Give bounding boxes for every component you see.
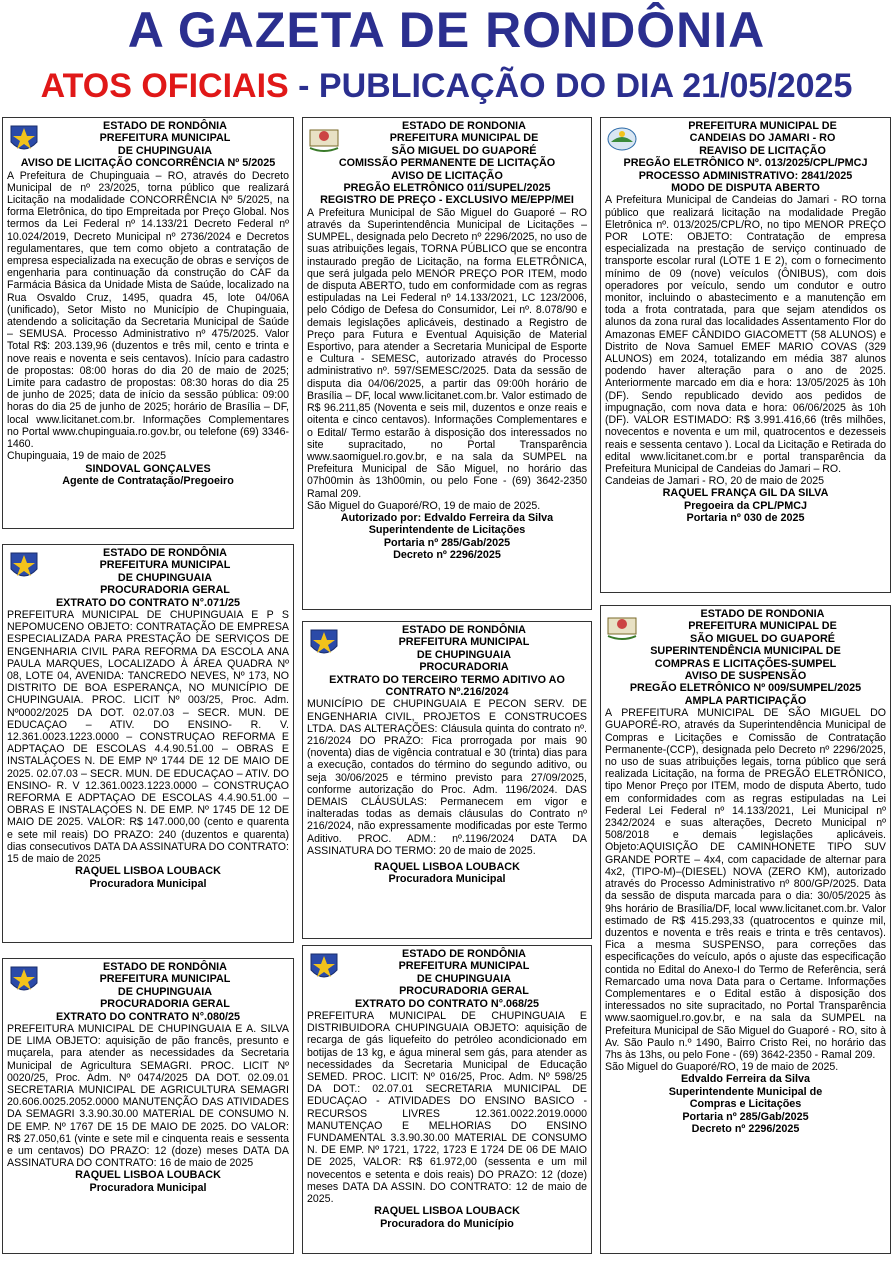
notice-body: A PREFEITURA MUNICIPAL DE SÃO MIGUEL DO GUAPORÉ-RO, através da Superintendência Municipal de Compras e Licitações e Comissão de Contratação Permanente-(CCP), designada pelo Decreto nº 2296/2025, no uso de suas atribuições legais, torna público que será realizada Licitação, na forma de PREGÃO ELETRÔNICO, tipo Menor Preço por ITEM, modo de disputa Aberto, tudo em conformidades com as regras estipuladas na Lei Federal Lei Federal nº 14.133/2021, Lei Municipal nº 2342/2024 e suas alterações, Decreto Municipal nº 508/2018 e demais legislações aplicáveis. Objeto:AQUISIÇÃO DE CAMINHONETE TIPO SUV GRANDE PORTE – 4x4, com capacidade de alternar para 4x2, (TIPO-M)–(DIESEL) NOVA (ZERO KM), autorizado através do Processo Administrativo nº 800/GP/2025. Data da sessão de disputa marcada para o dia: 30/05/2025 às 9hs horário de Brasília/DF, local www.licitanet.com.br. Valor estimado de R$ 415.293,33 (quatrocentos e quinze mil, duzentos e noventa e três reais e trinta e três centavos). Fica a mesma SUSPENSO, para correções das especificações do veículo, após o ajuste das especificação contida no Edital do Anexo-I do Termo de Referência, será Remarcado uma nova Data para o Certame. Informações Complementares e o Edital estão à disposição dos interessados no site supracitado, no Portal Transparência www.saomiguel.ro.gov.br, e na sala da SUMPEL na Prefeitura Municipal de São Miguel do Guaporé - RO, sito à Av. São Paulo n.º 1490, Bairro Cristo Rei, no horário das 7hs às 13hs, ou pelo Fone - (69) 3642-2350 - Ramal 209. (605, 707, 886, 1061)
notice-signature: Autorizado por: Edvaldo Ferreira da Silva Superintendente de Licitações Portaria nº 285/Gab/2025 Decreto nº 2296/2025 (340, 511, 554, 562)
chupinguaia-coat-of-arms-icon (7, 549, 41, 583)
notice-title: SUPERINTENDÊNCIA MUNICIPAL DE COMPRAS E LICITAÇÕES-SUMPEL AVISO DE SUSPENSÃO PREGÃO ELETRÔNICO Nº 009/SUMPEL/2025 AMPLA PARTICIPAÇÃO (629, 645, 862, 707)
chupinguaia-coat-of-arms-icon (307, 626, 341, 660)
sao-miguel-coat-of-arms-icon (307, 122, 341, 156)
notice-title: COMISSÃO PERMANENTE DE LICITAÇÃO AVISO DE LICITAÇÃO PREGÃO ELETRÔNICO 011/SUPEL/2025 REGISTRO DE PREÇO - EXCLUSIVO ME/EPP/MEI (320, 157, 574, 207)
notice-body: PREFEITURA MUNICIPAL DE CHUPINGUAIA E P S NEPOMUCENO OBJETO: CONTRATAÇÃO DE EMPRESA ESPECIALIZADA PARA PRESTAÇÃO DE SERVIÇOS DE ENGENHARIA CIVIL PARA REFORMA DA ESCOLA ANA PAULA MARQUES, LOCALIZADO À ÁREA QUADRA Nº 08, LOTE 04, AVENIDA: TANCREDO NEVES, Nº 173, NO DISTRITO DE BOA ESPERANÇA, NO MUNICÍPIO DE CHUPINGUAIA. PROC. LICIT Nº 003/25, Proc. Adm. Nº0002/2025 DA DOT. 02.07.03 – SECR. MUN. DE EDUCAÇAO – ATIV. DO ENSINO- R. V. 12.361.0023.1223.0000 – CONSTRUÇAO REFORMA E ADPTAÇAO DE ESCOLAS 4.4.90.51.00 – OBRAS E INSTALAÇOES N. DE EMP Nº 1744 DE 12 DE MAIO DE 2025. 02.07.03 – SECR. MUN. DE EDUCAÇAO – ATIV. DO ENSINO- R. V 12.361.0023.1223.0000 – CONSTRUÇAO REFORMA E ADPTAÇAO DE ESCOLAS 4.4.90.51.00 – OBRAS E INSTALAÇOES N. DE EMP. Nº 1745 DE 12 DE MAIO DE 2025. VALOR: R$ 147.000,00 (cento e quarenta e sete mil reais) DO PRAZO: 240 (duzentos e quarenta) dias consecutivos DATA DA ASSINATURA DO CONTRATO: 15 de maio de 2025 (7, 609, 289, 866)
chupinguaia-coat-of-arms-icon (7, 963, 41, 997)
notice-title: AVISO DE LICITAÇÃO CONCORRÊNCIA Nº 5/2025 (20, 157, 276, 170)
newspaper-title: A GAZETA DE RONDÔNIA (127, 2, 766, 58)
notice-pregao-013-candeias (600, 117, 891, 593)
section-label: ATOS OFICIAIS (40, 67, 289, 105)
subhead-separator: - (288, 67, 319, 105)
notice-date: São Miguel do Guaporé/RO, 19 de maio de 2025. (605, 1061, 839, 1074)
notice-body: A Prefeitura Municipal de Candeias do Jamari - RO torna público que realizará licitação na modalidade Pregão Eletrônica nº. 013/2025/CPL/RO, no tipo MENOR PREÇO POR LOTE: OBJETO: Contratação de empresa especializada na prestação de serviço continuado de transporte escolar rural (LOTE 1 E 2), com o fornecimento mínimo de 09 (nove) veículos (ÔNIBUS), com dois operadores por veículo, sendo um condutor e outro monitor, incluindo o abastecimento e a manutenção em toda a frota contratada, para que sejam atendidos os alunos da zona rural das localidades Assentamento Flor do Amazonas EMEF CÂNDIDO GIACOMETT (58 ALUNOS) e Distrito de Nova Samuel EMEF MARIO COVAS (329 ALUNOS) em 2024, totalizando em média 387 alunos podendo haver alteração para o ano de 2025. Anteriormente marcado em dia e hora: 13/05/2025 às 10h (DF). Sendo republicado devido aos pedidos de impugnação, com nova data e hora: 06/06/2025 às 10h (DF). VALOR ESTIMADO: R$ 3.991.416,66 (três milhões, novecentos e noventa e um mil, quatrocentos e dezesseis reais e sessenta centavo ). Local da Licitação e Retirada do edital www.licitanet.com.br e portal transparência da Prefeitura Municipal de Candeias do Jamari – RO. (605, 194, 886, 475)
notice-title: EXTRATO DO CONTRATO N°.080/25 (55, 1010, 241, 1023)
notice-body: A Prefeitura Municipal de São Miguel do Guaporé – RO através da Superintendência Municipal de Licitações – SUMPEL, designada pelo Decreto nº 2296/2025, no uso de suas atribuições legais, TORNA PÚBLICO que se encontra instaurado pregão de Licitação, na forma ELETRÔNICA, que será julgada pelo MENOR PREÇO POR ITEM, modo de disputa ABERTO, tudo em conformidade com as regras estipuladas na Lei Federal nº 14.133/2021, LC 123/2006, pelo Código de Defesa do Consumidor, Lei nº. 8.078/90 e demais legislações aplicáveis, destinado a Registro de Preço para Futura e Eventual Aquisição de Material Esportivo, para atender a Secretaria Municipal de Esporte e Cultura - SEMESC, autorizado através do Processo administrativo nº. 597/SEMESC/2025. Data da sessão de disputa dia 04/06/2025, a partir das 09:00h horário de Brasília – DF, local www.licitanet.com.br. Valor estimado de R$ 96.211,85 (Noventa e seis mil, duzentos e onze reais e oitenta e cinco centavos). Informações Complementares e o Edital/ Termo estarão à disposição dos interessados no site supracitado, no Portal Transparência www.saomiguel.ro.gov.br, e na sala da SUMPEL na Prefeitura Municipal de São Miguel, no horário das 07h00min às 13h00min, ou pelo Fone - (69) 3642-2350 Ramal 209. (307, 206, 587, 500)
notice-header: PREFEITURA MUNICIPAL DE CANDEIAS DO JAMARI - RO REAVISO DE LICITAÇÃO (688, 120, 837, 157)
notice-signature: SINDOVAL GONÇALVES Agente de Contratação/Pregoeiro (62, 462, 234, 487)
notice-body: PREFEITURA MUNICIPAL DE CHUPINGUAIA E DISTRIBUIDORA CHUPINGUAIA OBJETO: aquisição de recarga de gás liquefeito do petróleo acondicionado em botijas de 13 kg, e água mineral sem gás, para atender as necessidades da Secretaria Municipal de Educação SEMED. PROC. LICIT: Nº 016/25, Proc. Adm. Nº 598/25 DA DOT.: 02.07.01 SECRETARIA MUNICIPAL DE EDUCAÇAO - ATIVIDADES DO ENSINO BASICO - RECURSOS LIVRES 12.361.0022.2019.0000 MANUTENÇAO E MELHORIAS DO ENSINO FUNDAMENTAL 3.3.90.30.00 MATERIAL DE CONSUMO N. DE EMP. Nº 1721, 1722, 1723 E 1724 DE 06 DE MAIO DE 2025, VALOR: R$ 61.972,00 (sessenta e um mil novecentos e setenta e dois reais) DO PRAZO: 12 (doze) meses DATA DA ASSIN. DO CONTRATO: 12 de maio de 2025. (307, 1010, 587, 1206)
notice-signature: RAQUEL LISBOA LOUBACK Procuradora do Município (374, 1205, 520, 1230)
notice-body: PREFEITURA MUNICIPAL DE CHUPINGUAIA E A. SILVA DE LIMA OBJETO: aquisição de pão francês, presunto e muçarela, para atender as necessidades da Secretaria Municipal de Agricultura SEMAGRI. PROC. LICIT Nº 0020/25, Proc. Adm. Nº 0474/2025 DA DOT. 02.09.01 SECRETARIA MUNICIPAL DE AGRICULTURA SEMAGRI 20.606.0025.2052.0000 MANUTENÇÃO DAS ATIVIDADES DA SEMAGRI 3.3.90.30.00 MATERIAL DE CONSUMO N. DE EMP. Nº 1767 DE 15 DE MAIO DE 2025. DO VALOR: R$ 27.050,61 (vinte e sete mil e cinquenta reais e sessenta e um centavos) DO PRAZO: 12 (doze) meses DATA DA ASSINATURA DO CONTRATO: 16 de maio de 2025 (7, 1023, 289, 1170)
notice-signature: RAQUEL LISBOA LOUBACK Procuradora Municipal (75, 865, 221, 890)
chupinguaia-coat-of-arms-icon (7, 122, 41, 156)
notice-suspensao-pregao-009 (600, 605, 891, 1254)
notice-pregao-011-supel (302, 117, 592, 610)
notice-title: EXTRATO DO TERCEIRO TERMO ADITIVO AO CONTRATO Nº.216/2024 (329, 673, 565, 699)
notice-contrato-080 (2, 958, 294, 1254)
notice-title: EXTRATO DO CONTRATO N°.071/25 (55, 596, 241, 609)
notice-header: ESTADO DE RONDÔNIA PREFEITURA MUNICIPAL DE CHUPINGUAIA PROCURADORIA GERAL (398, 948, 530, 998)
notice-header: ESTADO DE RONDONIA PREFEITURA MUNICIPAL DE SÃO MIGUEL DO GUAPORÉ (688, 608, 837, 645)
notice-title: EXTRATO DO CONTRATO N°.068/25 (354, 997, 540, 1010)
notice-date: Candeias de Jamari - RO, 20 de maio de 2025 (605, 475, 825, 488)
notice-contrato-068 (302, 945, 592, 1254)
candeias-coat-of-arms-icon (605, 122, 639, 156)
chupinguaia-coat-of-arms-icon (307, 950, 341, 984)
notice-header: ESTADO DE RONDONIA PREFEITURA MUNICIPAL DE SÃO MIGUEL DO GUAPORÉ (389, 120, 539, 157)
notice-header: ESTADO DE RONDÔNIA PREFEITURA MUNICIPAL DE CHUPINGUAIA (99, 120, 231, 157)
notice-signature: RAQUEL LISBOA LOUBACK Procuradora Municipal (75, 1169, 221, 1194)
publication-date-label: PUBLICAÇÃO DO DIA 21/05/2025 (318, 67, 853, 105)
notice-contrato-071 (2, 544, 294, 943)
notice-signature: RAQUEL LISBOA LOUBACK Procuradora Municipal (374, 861, 520, 886)
sao-miguel-coat-of-arms-icon (605, 610, 639, 644)
notice-title: PREGÃO ELETRÔNICO Nº. 013/2025/CPL/PMCJ PROCESSO ADMINISTRATIVO: 2841/2025 MODO DE DISPUTA ABERTO (623, 157, 868, 195)
notice-header: ESTADO DE RONDÔNIA PREFEITURA MUNICIPAL DE CHUPINGUAIA PROCURADORIA GERAL (99, 547, 231, 597)
notice-date: Chupinguaia, 19 de maio de 2025 (7, 450, 167, 463)
notice-body: A Prefeitura de Chupinguaia – RO, através do Decreto Municipal de nº 23/2025, torna público que realizará Licitação na modalidade CONCORRÊNCIA Nº 5/2025, na forma Eletrônica, do tipo Empreitada por Preço Global. Nos termos da Lei Federal nº 14.133/21 Decreto Federal nº 10.024/2019, Decreto Municipal nº 2736/2024 e Decretos regulamentares, que tem como objeto a contratação de empresa especializada na execução de obras e serviços de engenharia para continuação da construção do CAF da Farmácia Básica da Unidade Mista de Saúde, localizado na Rua Osvaldo Cruz, 1495, quadra 45, lote 04/06A (unificado), Setor Misto no Município de Chupinguaia, atendendo a solicitação da Secretaria Municipal de Saúde – SEMUSA. Processo Administrativo nº 475/2025. Valor Total R$: 203.139,96 (duzentos e três mil, cento e trinta e nove reais e noventa e seis centavos). Início para cadastro de propostas: 08:00 horas do dia 20 de maio de 2025; Limite para cadastro de propostas: 08:30 horas do dia 25 de junho de 2025; data de início da sessão pública: 09:00 horas do dia 25 de junho de 2025; horário de Brasília – DF, local www.licitanet.com.br. Informações Complementares no Portal www.chupinguaia.ro.gov.br, ou telefone (69) 3346-1460. (7, 169, 289, 451)
notice-body: MUNICÍPIO DE CHUPINGUAIA E PECON SERV. DE ENGENHARIA CIVIL, PROJETOS E CONSTRUCOES LTDA. DAS ALTERAÇÕES: Cláusula quinta do contrato nº. 216/2024 DO PRAZO: Fica prorrogada por mais 90 (noventa) dias de vigência contratual e 30 (trinta) dias para a execução, contados do término do segundo aditivo, ou seja 30/06/2025 e término previsto para 27/09/2025, conforme autorização do Proc. Adm. 1196/2024. DAS DEMAIS CLÁUSULAS: Permanecem em vigor e inalteradas todas as demais cláusulas do Contrato nº 216/2024, não expressamente modificadas por este Termo Aditivo. PROC. ADM.: nº.1196/2024 DATA DA ASSINATURA DO TERMO: 20 de maio de 2025. (307, 698, 587, 857)
notice-header: ESTADO DE RONDÔNIA PREFEITURA MUNICIPAL DE CHUPINGUAIA PROCURADORIA (398, 624, 530, 674)
notice-date: São Miguel do Guaporé/RO, 19 de maio de 2025. (307, 499, 541, 512)
notice-signature: Edvaldo Ferreira da Silva Superintendente Municipal de Compras e Licitações Portaria nº 285/Gab/2025 Decreto nº 2296/2025 (668, 1073, 823, 1135)
publication-subhead (0, 64, 893, 108)
notice-termo-aditivo-216 (302, 621, 592, 939)
notice-signature: RAQUEL FRANÇA GIL DA SILVA Pregoeira da CPL/PMCJ Portaria nº 030 de 2025 (662, 487, 829, 525)
notice-concorrencia-chupinguaia (2, 117, 294, 529)
notice-header: ESTADO DE RONDÔNIA PREFEITURA MUNICIPAL DE CHUPINGUAIA PROCURADORIA GERAL (99, 961, 231, 1011)
